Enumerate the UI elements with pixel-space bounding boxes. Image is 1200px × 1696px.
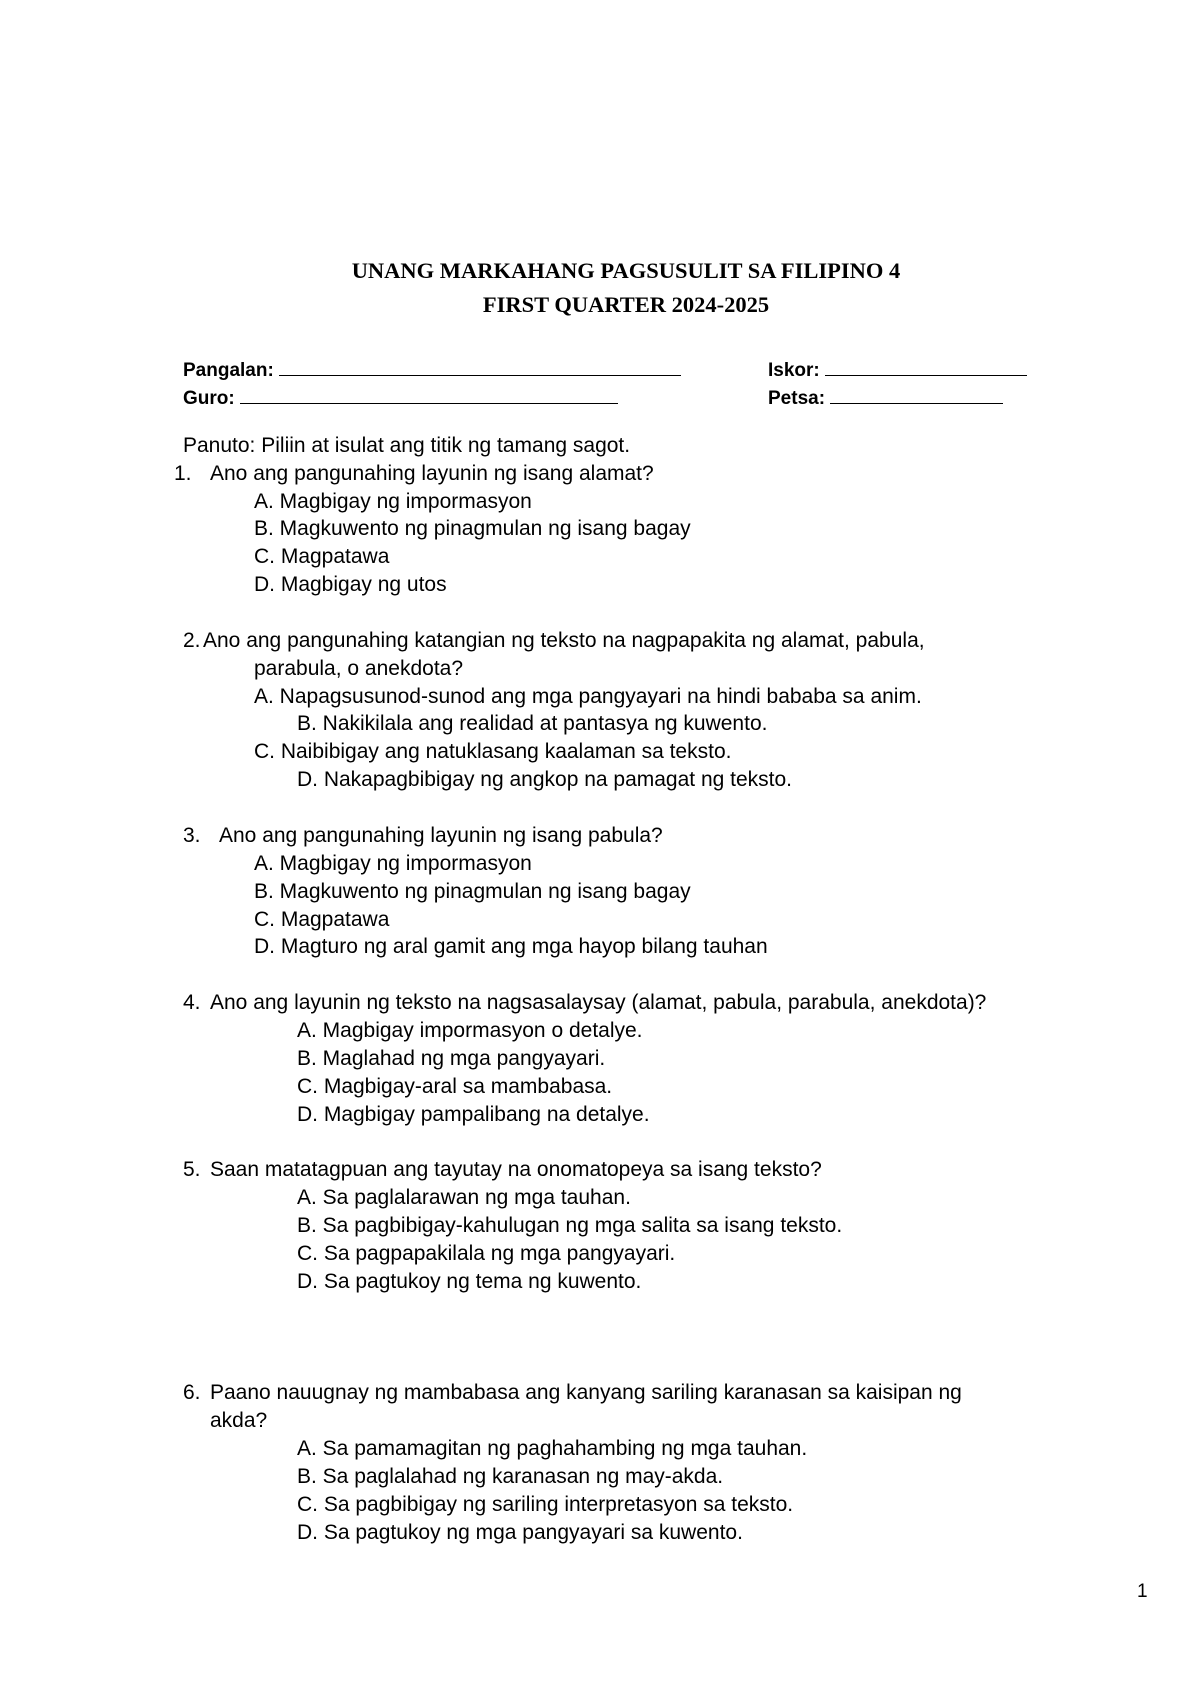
question-1-choice-d[interactable]: D. Magbigay ng utos [254, 573, 447, 596]
question-3-choice-c[interactable]: C. Magpatawa [254, 908, 390, 931]
teacher-blank[interactable] [240, 402, 618, 404]
score-label: Iskor: [768, 360, 820, 381]
question-6-choice-b[interactable]: B. Sa paglalahad ng karanasan ng may-akda. [297, 1465, 724, 1488]
name-field[interactable] [183, 360, 681, 382]
question-2-choice-b[interactable]: B. Nakikilala ang realidad at pantasya ng kuwento. [297, 712, 768, 735]
question-2-number: 2. [183, 629, 201, 652]
question-5-choice-a[interactable]: A. Sa paglalarawan ng mga tauhan. [297, 1186, 631, 1209]
question-2-text-line2: parabula, o anekdota? [254, 657, 464, 680]
teacher-label: Guro: [183, 388, 235, 409]
question-5-choice-c[interactable]: C. Sa pagpapakilala ng mga pangyayari. [297, 1242, 676, 1265]
instructions: Panuto: Piliin at isulat ang titik ng tamang sagot. [183, 434, 631, 457]
question-1-choice-c[interactable]: C. Magpatawa [254, 545, 390, 568]
question-4-choice-b[interactable]: B. Maglahad ng mga pangyayari. [297, 1047, 606, 1070]
question-5-number: 5. [183, 1158, 201, 1181]
question-6-number: 6. [183, 1381, 201, 1404]
question-4-choice-c[interactable]: C. Magbigay-aral sa mambabasa. [297, 1075, 613, 1098]
name-label: Pangalan: [183, 360, 274, 381]
date-blank[interactable] [830, 402, 1003, 404]
score-blank[interactable] [825, 374, 1027, 376]
question-4-choice-a[interactable]: A. Magbigay impormasyon o detalye. [297, 1019, 643, 1042]
question-1-text: Ano ang pangunahing layunin ng isang alamat? [210, 462, 654, 485]
exam-title: UNANG MARKAHANG PAGSUSULIT SA FILIPINO 4 [351, 258, 901, 283]
question-4-text: Ano ang layunin ng teksto na nagsasalaysay (alamat, pabula, parabula, anekdota)? [210, 991, 987, 1014]
question-6-choice-c[interactable]: C. Sa pagbibigay ng sariling interpretasyon sa teksto. [297, 1493, 794, 1516]
question-3-choice-a[interactable]: A. Magbigay ng impormasyon [254, 852, 532, 875]
question-3-text: Ano ang pangunahing layunin ng isang pabula? [219, 824, 663, 847]
exam-subtitle: FIRST QUARTER 2024-2025 [482, 292, 770, 317]
name-blank[interactable] [279, 374, 681, 376]
question-1-choice-a[interactable]: A. Magbigay ng impormasyon [254, 490, 532, 513]
question-3-choice-d[interactable]: D. Magturo ng aral gamit ang mga hayop bilang tauhan [254, 935, 768, 958]
question-5-text: Saan matatagpuan ang tayutay na onomatopeya sa isang teksto? [210, 1158, 822, 1181]
question-6-choice-d[interactable]: D. Sa pagtukoy ng mga pangyayari sa kuwento. [297, 1521, 743, 1544]
question-3-choice-b[interactable]: B. Magkuwento ng pinagmulan ng isang bagay [254, 880, 691, 903]
question-2-choice-a[interactable]: A. Napagsusunod-sunod ang mga pangyayari na hindi bababa sa anim. [254, 685, 922, 708]
teacher-field[interactable] [183, 388, 618, 410]
question-6-text-line1: Paano nauugnay ng mambabasa ang kanyang sariling karanasan sa kaisipan ng [210, 1381, 962, 1404]
question-5-choice-d[interactable]: D. Sa pagtukoy ng tema ng kuwento. [297, 1270, 642, 1293]
question-1-number: 1. [174, 462, 192, 485]
question-6-text-line2: akda? [210, 1409, 268, 1432]
question-3-number: 3. [183, 824, 201, 847]
question-1-choice-b[interactable]: B. Magkuwento ng pinagmulan ng isang bagay [254, 517, 691, 540]
question-6-choice-a[interactable]: A. Sa pamamagitan ng paghahambing ng mga tauhan. [297, 1437, 808, 1460]
question-2-choice-d[interactable]: D. Nakapagbibigay ng angkop na pamagat ng teksto. [297, 768, 793, 791]
score-field[interactable] [768, 360, 1027, 382]
question-4-number: 4. [183, 991, 201, 1014]
page-number: 1 [1137, 1581, 1148, 1602]
date-label: Petsa: [768, 388, 826, 409]
date-field[interactable] [768, 388, 1003, 410]
question-2-choice-c[interactable]: C. Naibibigay ang natuklasang kaalaman sa teksto. [254, 740, 732, 763]
question-5-choice-b[interactable]: B. Sa pagbibigay-kahulugan ng mga salita sa isang teksto. [297, 1214, 843, 1237]
question-2-text-line1: Ano ang pangunahing katangian ng teksto na nagpapakita ng alamat, pabula, [203, 629, 925, 652]
question-4-choice-d[interactable]: D. Magbigay pampalibang na detalye. [297, 1103, 650, 1126]
